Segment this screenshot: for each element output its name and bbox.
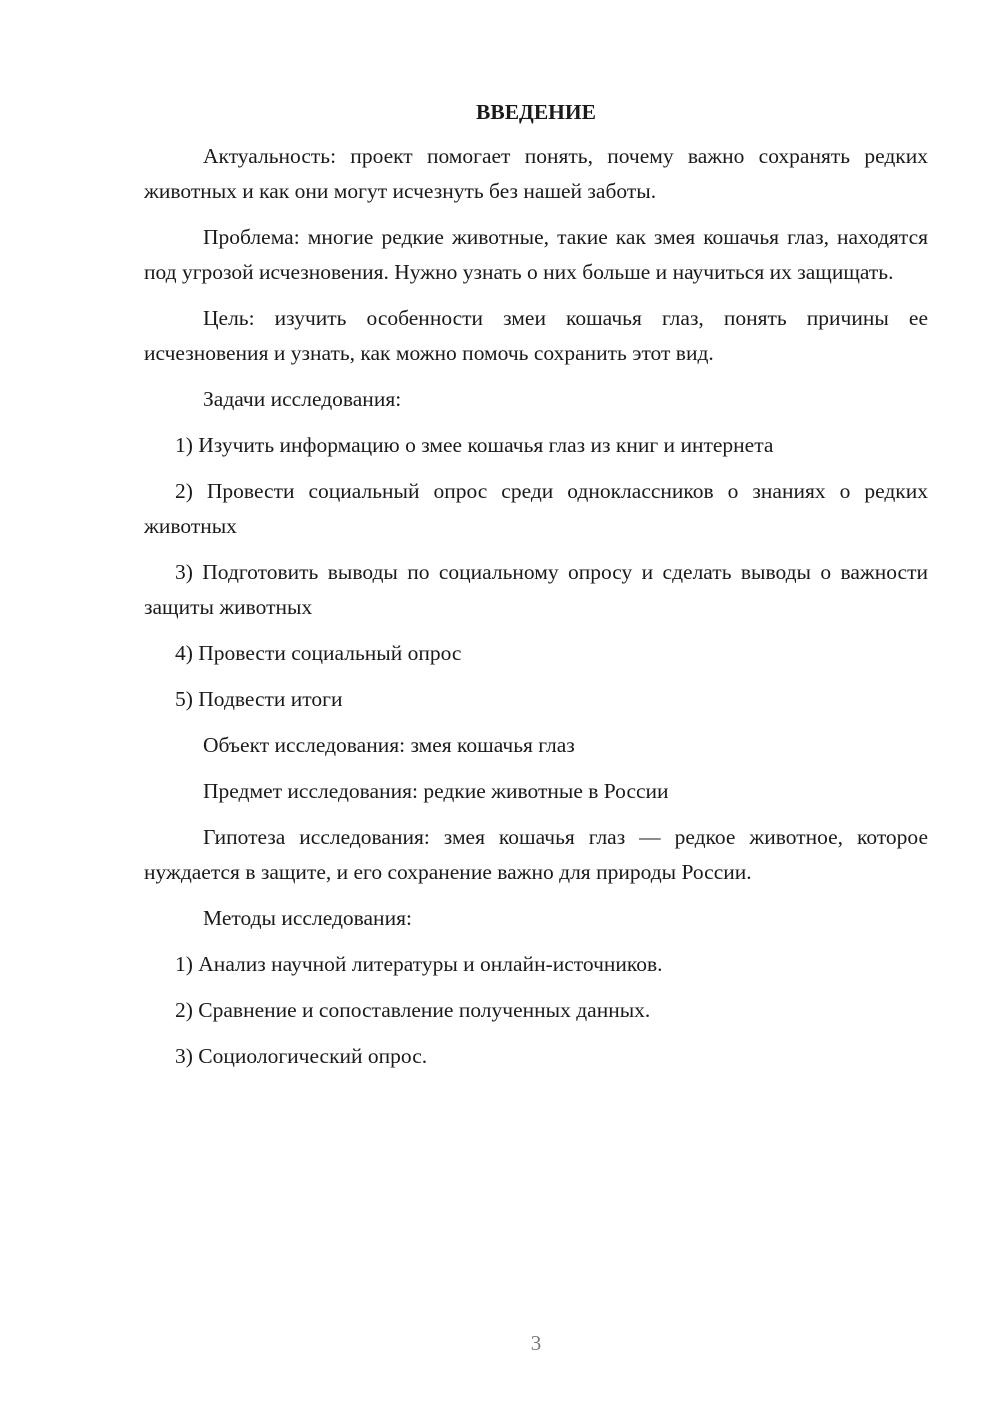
task-item: 4) Провести социальный опрос [175,641,462,665]
hypothesis-paragraph: Гипотеза исследования: змея кошачья глаз — редкое животное, которое нуждается в защите, и его сохранение важно для природы России. [144,825,928,884]
subject-paragraph: Предмет исследования: редкие животные в России [203,779,669,803]
task-item: 2) Провести социальный опрос среди одноклассников о знаниях о редких животных [144,479,928,538]
tasks-heading: Задачи исследования: [203,387,402,411]
task-item: 3) Подготовить выводы по социальному опросу и сделать выводы о важности защиты животных [144,560,928,619]
goal-paragraph: Цель: изучить особенности змеи кошачья глаз, понять причины ее исчезновения и узнать, как можно помочь сохранить этот вид. [144,306,928,365]
section-title: ВВЕДЕНИЕ [476,100,596,124]
problem-paragraph: Проблема: многие редкие животные, такие как змея кошачья глаз, находятся под угрозой исчезновения. Нужно узнать о них больше и научиться их защищать. [144,225,928,284]
method-item: 2) Сравнение и сопоставление полученных данных. [175,998,651,1022]
relevance-paragraph: Актуальность: проект помогает понять, почему важно сохранять редких животных и как они могут исчезнуть без нашей заботы. [144,144,928,203]
page-number: 3 [530,1331,542,1355]
task-item: 1) Изучить информацию о змее кошачья глаз из книг и интернета [175,433,774,457]
method-item: 1) Анализ научной литературы и онлайн-источников. [175,952,663,976]
method-item: 3) Социологический опрос. [175,1044,428,1068]
methods-heading: Методы исследования: [203,906,412,930]
page-content [144,96,928,1085]
object-paragraph: Объект исследования: змея кошачья глаз [203,733,575,757]
task-item: 5) Подвести итоги [175,687,343,711]
